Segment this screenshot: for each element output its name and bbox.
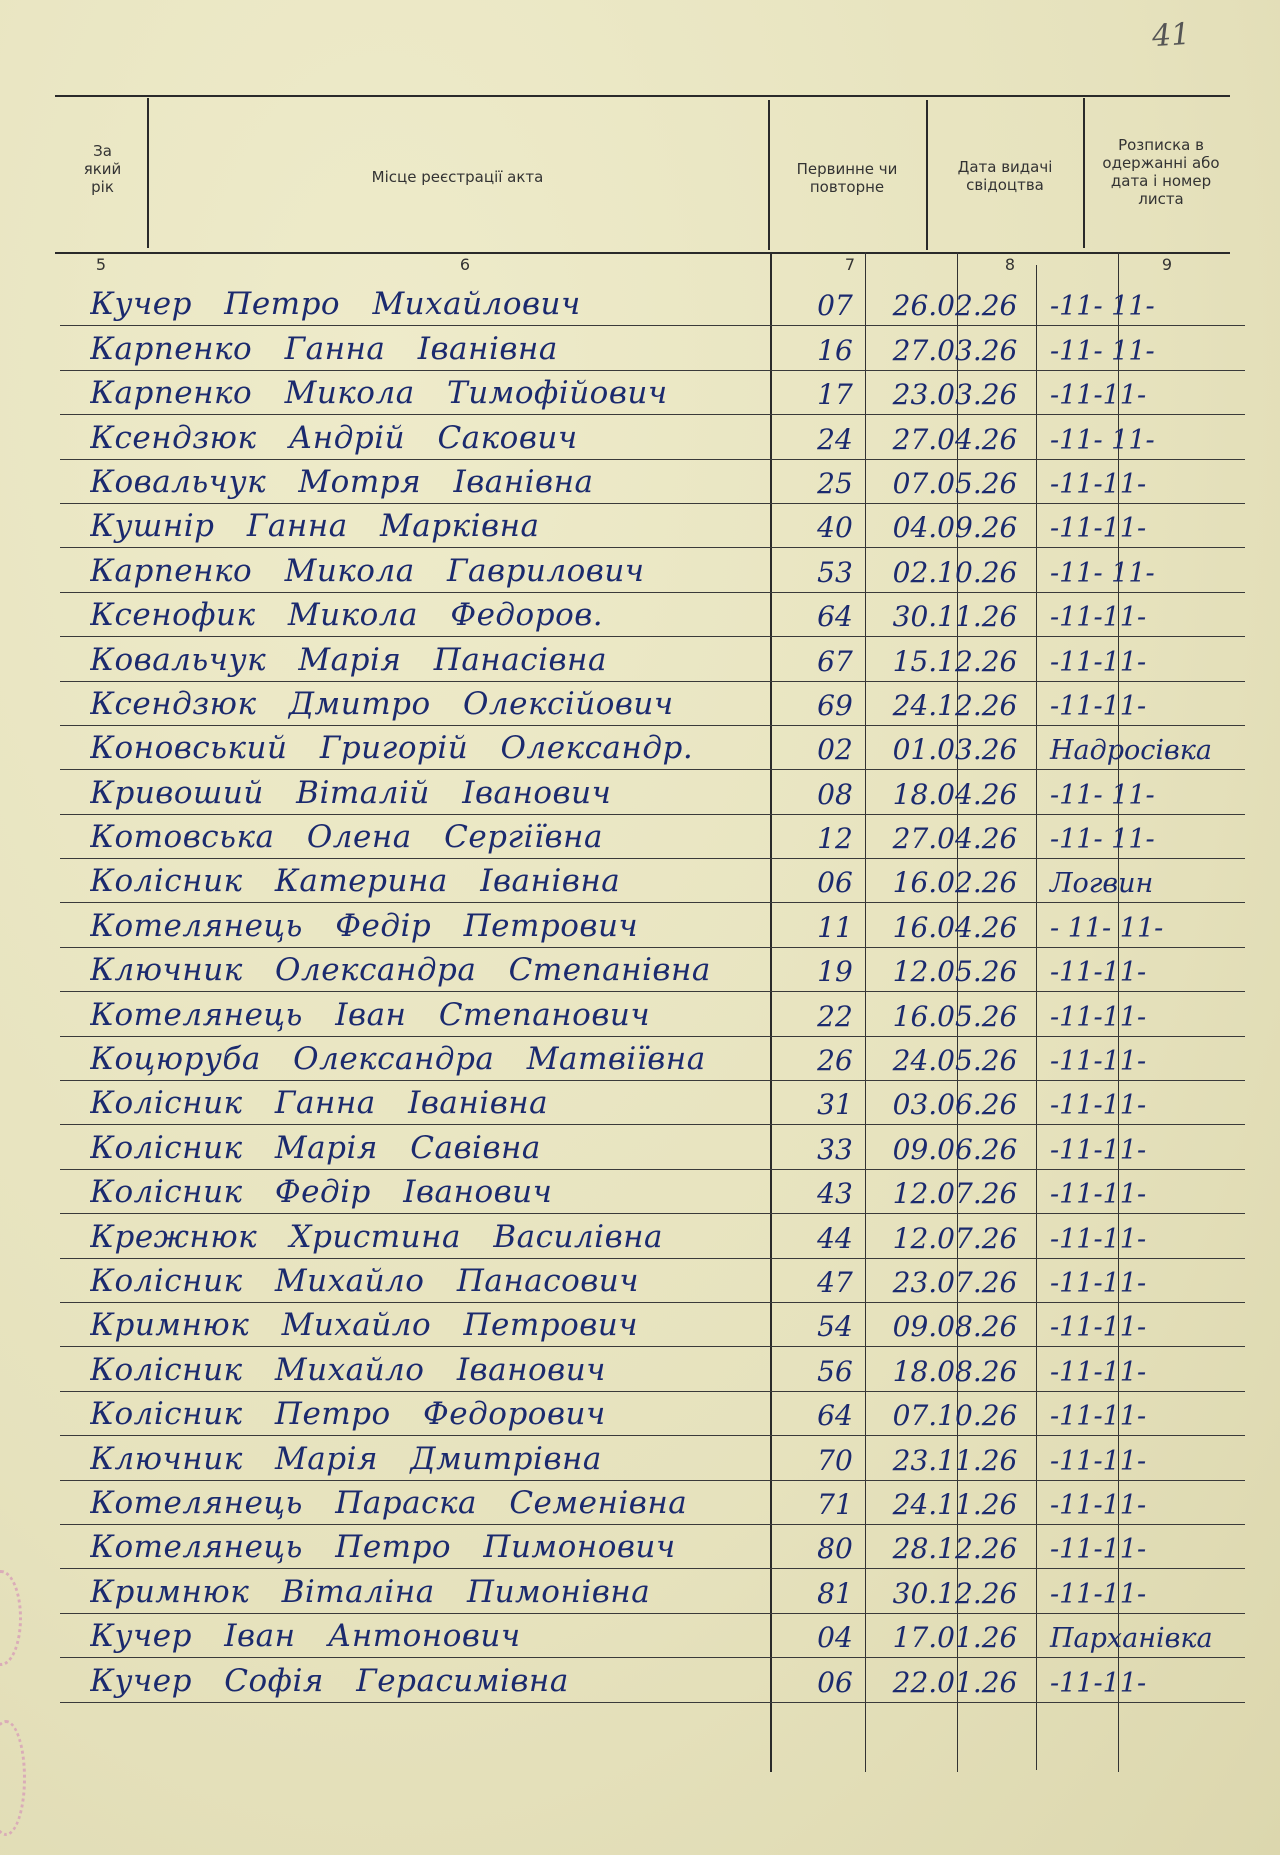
header-divider-3	[926, 100, 928, 250]
ledger-issue-date: 12.07.26	[892, 1221, 1018, 1255]
ledger-receipt-note: -11-11-	[1050, 602, 1147, 634]
ledger-name: Ковальчук Марія Панасівна	[90, 641, 607, 678]
ledger-receipt-note: -11-11-	[1050, 1401, 1147, 1433]
column-number-8: 8	[1004, 255, 1016, 274]
ledger-receipt-note: -11-11-	[1050, 513, 1147, 545]
ledger-record-number: 11	[817, 910, 853, 944]
ledger-issue-date: 16.04.26	[892, 910, 1018, 944]
ledger-row	[60, 726, 1245, 770]
ledger-name: Коцюруба Олександра Матвіївна	[90, 1041, 706, 1078]
ledger-record-number: 71	[817, 1487, 853, 1521]
ledger-record-number: 81	[817, 1576, 853, 1610]
ledger-row	[60, 1525, 1245, 1569]
ledger-name: Карпенко Микола Тимофійович	[90, 375, 668, 412]
ledger-record-number: 43	[817, 1177, 853, 1211]
ledger-receipt-note: -11- 11-	[1050, 824, 1155, 856]
ledger-row	[60, 593, 1245, 637]
ledger-row	[60, 1170, 1245, 1214]
ledger-name: Кушнір Ганна Марківна	[90, 508, 540, 545]
ledger-issue-date: 16.05.26	[892, 999, 1018, 1033]
ledger-receipt-note: -11- 11-	[1050, 291, 1155, 323]
ledger-row	[60, 1392, 1245, 1436]
ledger-issue-date: 22.01.26	[892, 1665, 1018, 1699]
ledger-receipt-note: -11-11-	[1050, 1134, 1147, 1166]
ledger-name: Ковальчук Мотря Іванівна	[90, 463, 594, 500]
ledger-name: Карпенко Микола Гаврилович	[90, 552, 645, 589]
ledger-row	[60, 371, 1245, 415]
ledger-name: Колісник Петро Федорович	[90, 1396, 606, 1433]
ledger-issue-date: 27.03.26	[892, 333, 1018, 367]
ledger-issue-date: 12.07.26	[892, 1177, 1018, 1211]
ledger-issue-date: 24.12.26	[892, 688, 1018, 722]
pink-stain	[0, 1720, 26, 1836]
ledger-name: Карпенко Ганна Іванівна	[90, 330, 558, 367]
ledger-issue-date: 12.05.26	[892, 955, 1018, 989]
ledger-row	[60, 1037, 1245, 1081]
ledger-record-number: 17	[817, 378, 853, 412]
header-date: Дата видачі свідоцтва	[957, 158, 1053, 194]
ledger-record-number: 08	[817, 777, 853, 811]
ledger-rows	[60, 282, 1245, 1703]
ledger-issue-date: 30.12.26	[892, 1576, 1018, 1610]
ledger-name: Котовська Олена Сергіївна	[90, 819, 603, 856]
ledger-name: Кучер Софія Герасимівна	[90, 1662, 569, 1699]
ledger-issue-date: 18.08.26	[892, 1354, 1018, 1388]
ledger-issue-date: 03.06.26	[892, 1088, 1018, 1122]
ledger-row	[60, 859, 1245, 903]
ledger-issue-date: 28.12.26	[892, 1532, 1018, 1566]
ledger-name: Ксенофик Микола Федоров.	[90, 597, 604, 634]
ledger-issue-date: 24.05.26	[892, 1044, 1018, 1078]
ledger-record-number: 33	[817, 1132, 853, 1166]
ledger-name: Кучер Петро Михайлович	[90, 286, 581, 323]
ledger-issue-date: 23.07.26	[892, 1265, 1018, 1299]
ledger-name: Колісник Марія Савівна	[90, 1129, 541, 1166]
ledger-row	[60, 1303, 1245, 1347]
ledger-issue-date: 09.06.26	[892, 1132, 1018, 1166]
header-bottom-rule	[55, 252, 1230, 254]
ledger-receipt-note: -11- 11-	[1050, 557, 1155, 589]
ledger-row	[60, 682, 1245, 726]
ledger-row	[60, 948, 1245, 992]
ledger-receipt-note: -11- 11-	[1050, 779, 1155, 811]
ledger-record-number: 64	[817, 600, 853, 634]
ledger-receipt-note: -11-11-	[1050, 646, 1147, 678]
ledger-record-number: 25	[817, 466, 853, 500]
ledger-record-number: 07	[817, 289, 853, 323]
ledger-name: Ключник Марія Дмитрівна	[90, 1440, 602, 1477]
ledger-name: Колісник Ганна Іванівна	[90, 1085, 549, 1122]
ledger-name: Колісник Федір Іванович	[90, 1174, 553, 1211]
ledger-issue-date: 15.12.26	[892, 644, 1018, 678]
ledger-row	[60, 1658, 1245, 1702]
header-divider-2	[768, 100, 770, 250]
ledger-issue-date: 30.11.26	[892, 600, 1018, 634]
ledger-issue-date: 07.05.26	[892, 466, 1018, 500]
ledger-record-number: 06	[817, 1665, 853, 1699]
ledger-issue-date: 26.02.26	[892, 289, 1018, 323]
ledger-issue-date: 16.02.26	[892, 866, 1018, 900]
ledger-name: Коновський Григорій Олександр.	[90, 730, 694, 767]
ledger-receipt-note: -11-11-	[1050, 1578, 1147, 1610]
ledger-receipt-note: -11-11-	[1050, 957, 1147, 989]
ledger-row	[60, 1436, 1245, 1480]
ledger-issue-date: 01.03.26	[892, 733, 1018, 767]
column-number-6: 6	[459, 255, 471, 274]
header-divider-4	[1083, 98, 1085, 248]
ledger-record-number: 69	[817, 688, 853, 722]
ledger-issue-date: 09.08.26	[892, 1310, 1018, 1344]
ledger-row	[60, 637, 1245, 681]
ledger-record-number: 53	[817, 555, 853, 589]
ledger-row	[60, 460, 1245, 504]
header-year: За який рік	[83, 142, 122, 196]
ledger-record-number: 04	[817, 1621, 853, 1655]
column-number-7: 7	[844, 255, 856, 274]
ledger-name: Котелянець Федір Петрович	[90, 907, 639, 944]
ledger-receipt-note: -11-11-	[1050, 468, 1147, 500]
ledger-receipt-note: -11-11-	[1050, 1046, 1147, 1078]
pink-stain	[0, 1570, 22, 1666]
ledger-receipt-note: -11-11-	[1050, 1356, 1147, 1388]
ledger-row	[60, 326, 1245, 370]
ledger-row	[60, 1081, 1245, 1125]
ledger-row	[60, 1614, 1245, 1658]
ledger-receipt-note: -11-11-	[1050, 1179, 1147, 1211]
ledger-record-number: 24	[817, 422, 853, 456]
ledger-name: Кривоший Віталій Іванович	[90, 774, 612, 811]
ledger-row	[60, 815, 1245, 859]
ledger-receipt-note: -11-11-	[1050, 1223, 1147, 1255]
ledger-issue-date: 17.01.26	[892, 1621, 1018, 1655]
ledger-name: Колісник Катерина Іванівна	[90, 863, 621, 900]
ledger-record-number: 44	[817, 1221, 853, 1255]
ledger-record-number: 40	[817, 511, 853, 545]
header-place: Місце реєстрації акта	[371, 168, 544, 186]
ledger-receipt-note: Парханівка	[1050, 1623, 1213, 1655]
ledger-record-number: 64	[817, 1399, 853, 1433]
ledger-name: Колісник Михайло Панасович	[90, 1262, 640, 1299]
ledger-issue-date: 18.04.26	[892, 777, 1018, 811]
ledger-record-number: 56	[817, 1354, 853, 1388]
ledger-issue-date: 27.04.26	[892, 422, 1018, 456]
ledger-receipt-note: Логвин	[1050, 868, 1154, 900]
ledger-row	[60, 1347, 1245, 1391]
ledger-row	[60, 1259, 1245, 1303]
ledger-record-number: 26	[817, 1044, 853, 1078]
ledger-record-number: 16	[817, 333, 853, 367]
ledger-receipt-note: - 11- 11-	[1050, 912, 1164, 944]
ledger-receipt-note: -11- 11-	[1050, 424, 1155, 456]
ledger-record-number: 31	[817, 1088, 853, 1122]
ledger-name: Крежнюк Христина Василівна	[90, 1218, 664, 1255]
ledger-name: Кучер Іван Антонович	[90, 1618, 521, 1655]
ledger-row	[60, 1481, 1245, 1525]
ledger-issue-date: 02.10.26	[892, 555, 1018, 589]
ledger-receipt-note: -11-11-	[1050, 690, 1147, 722]
ledger-row	[60, 1214, 1245, 1258]
row-rule	[60, 1702, 1245, 1703]
ledger-row	[60, 1569, 1245, 1613]
ledger-row	[60, 282, 1245, 326]
ledger-receipt-note: -11-11-	[1050, 1667, 1147, 1699]
ledger-name: Котелянець Петро Пимонович	[90, 1529, 676, 1566]
ledger-issue-date: 23.03.26	[892, 378, 1018, 412]
ledger-name: Кримнюк Михайло Петрович	[90, 1307, 639, 1344]
ledger-row	[60, 903, 1245, 947]
ledger-record-number: 06	[817, 866, 853, 900]
ledger-row	[60, 992, 1245, 1036]
header-primary: Первинне чи повторне	[796, 160, 898, 196]
ledger-record-number: 22	[817, 999, 853, 1033]
ledger-receipt-note: -11-11-	[1050, 380, 1147, 412]
ledger-name: Ксендзюк Андрій Сакович	[90, 419, 578, 456]
ledger-record-number: 47	[817, 1265, 853, 1299]
page-number: 41	[1150, 16, 1192, 55]
ledger-row	[60, 504, 1245, 548]
ledger-issue-date: 23.11.26	[892, 1443, 1018, 1477]
ledger-record-number: 70	[817, 1443, 853, 1477]
header-receipt: Розписка в одержанні або дата і номер листа	[1102, 136, 1220, 208]
ledger-row	[60, 548, 1245, 592]
ledger-name: Ксендзюк Дмитро Олексійович	[90, 685, 674, 722]
ledger-record-number: 67	[817, 644, 853, 678]
ledger-issue-date: 24.11.26	[892, 1487, 1018, 1521]
ledger-receipt-note: -11-11-	[1050, 1090, 1147, 1122]
ledger-name: Котелянець Параска Семенівна	[90, 1484, 688, 1521]
ledger-row	[60, 415, 1245, 459]
ledger-record-number: 02	[817, 733, 853, 767]
header-divider-1	[147, 98, 149, 248]
ledger-row	[60, 770, 1245, 814]
ledger-record-number: 80	[817, 1532, 853, 1566]
header-top-rule	[55, 95, 1230, 97]
ledger-name: Колісник Михайло Іванович	[90, 1351, 606, 1388]
ledger-issue-date: 04.09.26	[892, 511, 1018, 545]
ledger-receipt-note: -11-11-	[1050, 1267, 1147, 1299]
ledger-record-number: 12	[817, 822, 853, 856]
ledger-record-number: 54	[817, 1310, 853, 1344]
ledger-receipt-note: -11-11-	[1050, 1001, 1147, 1033]
ledger-name: Кримнюк Віталіна Пимонівна	[90, 1573, 651, 1610]
ledger-issue-date: 07.10.26	[892, 1399, 1018, 1433]
ledger-record-number: 19	[817, 955, 853, 989]
ledger-receipt-note: -11-11-	[1050, 1489, 1147, 1521]
column-number-9: 9	[1161, 255, 1173, 274]
ledger-receipt-note: -11-11-	[1050, 1445, 1147, 1477]
ledger-name: Котелянець Іван Степанович	[90, 996, 651, 1033]
ledger-receipt-note: Надросівка	[1050, 735, 1212, 767]
ledger-name: Ключник Олександра Степанівна	[90, 952, 711, 989]
ledger-row	[60, 1125, 1245, 1169]
ledger-receipt-note: -11- 11-	[1050, 335, 1155, 367]
ledger-issue-date: 27.04.26	[892, 822, 1018, 856]
ledger-receipt-note: -11-11-	[1050, 1312, 1147, 1344]
column-number-5: 5	[95, 255, 107, 274]
ledger-receipt-note: -11-11-	[1050, 1534, 1147, 1566]
